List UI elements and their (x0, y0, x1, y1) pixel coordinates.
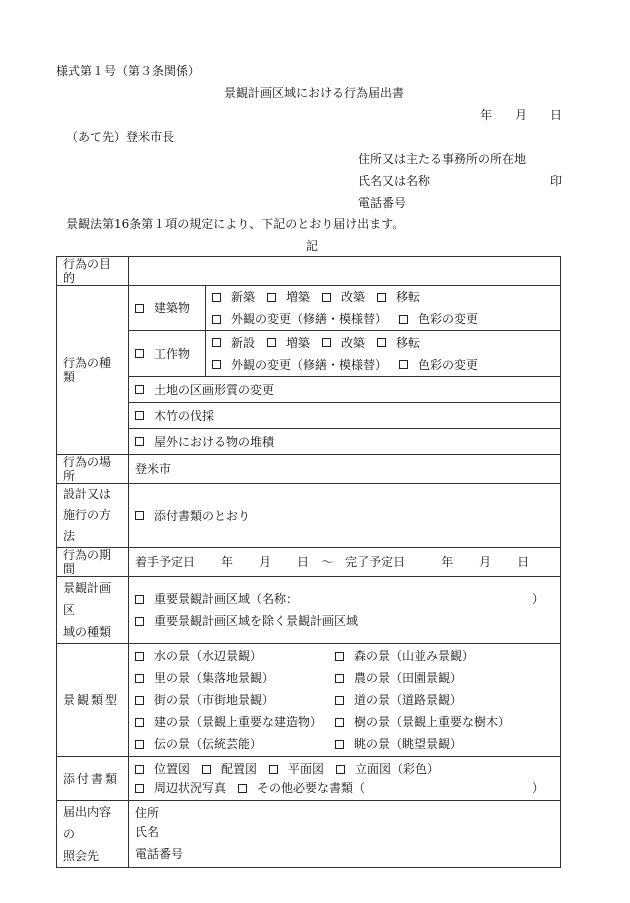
period-cell[interactable] (129, 548, 561, 577)
land-checkbox[interactable] (135, 385, 144, 394)
type-village-checkbox[interactable] (135, 674, 144, 683)
landscape-type-options (129, 644, 561, 757)
kind-label: 行為の種類 (57, 286, 129, 455)
area-general-checkbox[interactable] (135, 617, 144, 626)
building-new-label: 新築 (231, 290, 256, 304)
attachments-label: 添付書類 (57, 757, 129, 801)
type-water-label: 水の景（水辺景観） (154, 649, 263, 663)
applicant-name-label: 氏名又は名称 (358, 174, 431, 188)
structure-rebuild-checkbox[interactable] (322, 338, 331, 347)
attachments-row (57, 757, 561, 801)
purpose-label: 行為の目的 (57, 257, 129, 286)
type-road-label: 道の景（道路景観） (354, 693, 463, 707)
attach-elevation-checkbox[interactable] (336, 765, 345, 774)
contact-fields (129, 801, 561, 868)
period-label: 行為の期間 (57, 548, 129, 577)
building-color-label: 色彩の変更 (418, 312, 479, 326)
attach-layout-label: 配置図 (221, 762, 258, 776)
form-title: 景観計画区域における行為届出書 (224, 86, 405, 100)
form-number: 様式第１号（第３条関係） (56, 64, 201, 78)
period-start-month: 月 (259, 555, 272, 569)
contact-address-label: 住所 (135, 806, 160, 820)
place-value[interactable]: 登米市 (129, 455, 561, 484)
structure-rebuild-label: 改築 (341, 335, 366, 350)
building-exterior-label: 外観の変更（修繕・模様替） (231, 312, 388, 326)
period-start-day: 日 (297, 555, 310, 569)
area-label-line2: 域の種類 (63, 625, 112, 639)
building-cell (129, 286, 206, 331)
type-farm-label: 農の景（田園景観） (354, 671, 463, 685)
addressee: （あて先）登米市長 (66, 130, 175, 144)
period-end-day: 日 (517, 555, 530, 569)
period-row (57, 548, 561, 577)
attach-other-close: ） (531, 781, 544, 795)
area-row (57, 577, 561, 644)
structure-move-checkbox[interactable] (377, 338, 386, 347)
building-exterior-checkbox[interactable] (212, 315, 221, 324)
structure-options (206, 331, 561, 377)
outdoor-checkbox[interactable] (135, 437, 144, 446)
building-rebuild-label: 改築 (341, 290, 366, 304)
contact-label-line2: 照会先 (63, 849, 100, 863)
type-view-label: 眺の景（眺望景観） (354, 737, 463, 751)
purpose-field[interactable] (129, 257, 561, 286)
structure-exterior-checkbox[interactable] (212, 360, 221, 369)
structure-new-checkbox[interactable] (212, 338, 221, 347)
design-value: 添付書類のとおり (154, 508, 251, 523)
date-month: 月 (515, 108, 528, 122)
contact-label (57, 801, 129, 868)
attach-location-label: 位置図 (154, 762, 191, 776)
land-cell (129, 377, 561, 403)
date-year: 年 (480, 108, 493, 122)
kind-outdoor-row (57, 429, 561, 455)
area-options (129, 577, 561, 644)
contact-name-label: 氏名 (135, 825, 160, 839)
period-tilde: ～ (321, 555, 334, 569)
period-start-label: 着手予定日 (135, 555, 196, 569)
place-row (57, 455, 561, 484)
type-building-checkbox[interactable] (135, 718, 144, 727)
attach-plan-label: 平面図 (288, 762, 325, 776)
period-end-label: 完了予定日 (345, 555, 406, 569)
design-label-line2: 施行の方法 (63, 508, 112, 543)
building-extend-label: 増築 (286, 290, 311, 304)
type-town-label: 街の景（市街地景観） (154, 693, 275, 707)
type-view-checkbox[interactable] (335, 740, 344, 749)
design-row (57, 484, 561, 548)
building-move-label: 移転 (396, 290, 421, 304)
landscape-type-row (57, 644, 561, 757)
type-road-checkbox[interactable] (335, 696, 344, 705)
design-label (57, 484, 129, 548)
attach-location-checkbox[interactable] (135, 765, 144, 774)
design-label-line1: 設計又は (63, 487, 112, 501)
building-extend-checkbox[interactable] (267, 293, 276, 302)
land-label: 土地の区画形質の変更 (154, 382, 275, 397)
kind-building-row (57, 286, 561, 331)
landscape-type-label: 景観類型 (57, 644, 129, 757)
building-label: 建築物 (154, 301, 191, 315)
structure-new-label: 新設 (231, 335, 256, 350)
building-options (206, 286, 561, 331)
intro-text: 景観法第16条第１項の規定により、下記のとおり届け出ます。 (66, 217, 405, 231)
type-water-checkbox[interactable] (135, 652, 144, 661)
structure-checkbox[interactable] (135, 349, 144, 358)
purpose-row (57, 257, 561, 286)
structure-cell (129, 331, 206, 377)
applicant-phone-label: 電話番号 (358, 196, 407, 210)
design-checkbox[interactable] (135, 511, 144, 520)
seal-mark: 印 (550, 174, 563, 188)
area-important-close: ） (531, 592, 544, 606)
period-end-month: 月 (479, 555, 492, 569)
outdoor-cell (129, 429, 561, 455)
building-color-checkbox[interactable] (399, 315, 408, 324)
attach-photo-checkbox[interactable] (135, 784, 144, 793)
structure-color-checkbox[interactable] (399, 360, 408, 369)
type-tree-checkbox[interactable] (335, 718, 344, 727)
trees-label: 木竹の伐採 (154, 408, 215, 423)
applicant-address-label: 住所又は主たる事務所の所在地 (358, 152, 527, 166)
attach-other-checkbox[interactable] (238, 784, 247, 793)
ki-heading: 記 (306, 239, 319, 253)
outdoor-label: 屋外における物の堆積 (154, 434, 275, 449)
structure-label: 工作物 (154, 346, 191, 361)
attach-other-label: その他必要な書類（ (257, 781, 366, 795)
structure-move-label: 移転 (396, 335, 421, 350)
area-important-label: 重要景観計画区域（名称： (154, 592, 299, 606)
trees-cell (129, 403, 561, 429)
type-town-checkbox[interactable] (135, 696, 144, 705)
type-tree-label: 樹の景（景観上重要な樹木） (354, 715, 511, 729)
building-new-checkbox[interactable] (212, 293, 221, 302)
structure-exterior-label: 外観の変更（修繕・模様替） (231, 357, 388, 372)
trees-checkbox[interactable] (135, 411, 144, 420)
attach-elevation-label: 立面図（彩色） (355, 762, 440, 776)
kind-structure-row (57, 331, 561, 377)
area-general-label: 重要景観計画区域を除く景観計画区域 (154, 614, 359, 628)
attach-layout-checkbox[interactable] (202, 765, 211, 774)
contact-phone-label: 電話番号 (135, 847, 184, 861)
period-start-year: 年 (221, 555, 234, 569)
design-cell (129, 484, 561, 548)
place-label: 行為の場所 (57, 455, 129, 484)
contact-row (57, 801, 561, 868)
structure-color-label: 色彩の変更 (418, 357, 479, 372)
building-checkbox[interactable] (135, 304, 144, 313)
type-farm-checkbox[interactable] (335, 674, 344, 683)
area-label-line1: 景観計画区 (63, 581, 112, 617)
type-tradition-checkbox[interactable] (135, 740, 144, 749)
period-end-year: 年 (441, 555, 454, 569)
building-rebuild-checkbox[interactable] (322, 293, 331, 302)
area-important-checkbox[interactable] (135, 595, 144, 604)
notification-table (56, 256, 561, 868)
type-forest-checkbox[interactable] (335, 652, 344, 661)
attach-photo-label: 周辺状況写真 (154, 781, 227, 795)
date-day: 日 (550, 108, 563, 122)
area-label (57, 577, 129, 644)
type-tradition-label: 伝の景（伝統芸能） (154, 737, 263, 751)
structure-extend-checkbox[interactable] (267, 338, 276, 347)
building-move-checkbox[interactable] (377, 293, 386, 302)
type-building-label: 建の景（景観上重要な建造物） (154, 715, 323, 729)
kind-trees-row (57, 403, 561, 429)
structure-extend-label: 増築 (286, 335, 311, 350)
contact-label-line1: 届出内容の (63, 805, 112, 841)
kind-land-row (57, 377, 561, 403)
attachments-options (129, 757, 561, 801)
type-forest-label: 森の景（山並み景観） (354, 649, 475, 663)
type-village-label: 里の景（集落地景観） (154, 671, 275, 685)
attach-plan-checkbox[interactable] (269, 765, 278, 774)
